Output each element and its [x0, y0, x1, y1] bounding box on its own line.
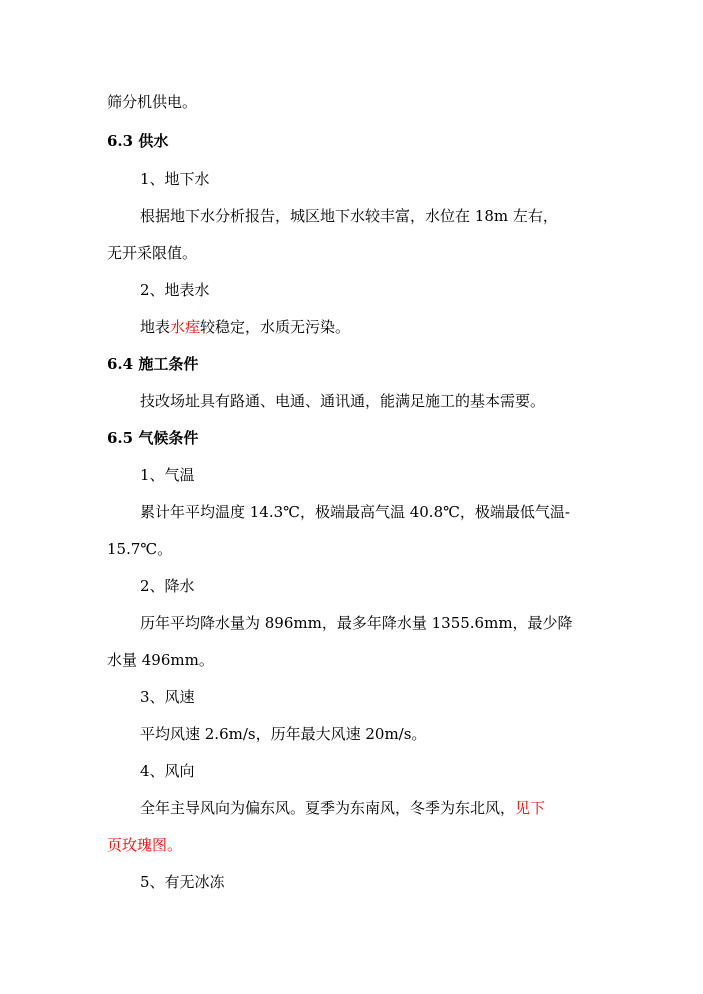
subheading-precipitation: 2、降水	[140, 577, 195, 595]
surface-water-text-c: 较稳定，水质无污染。	[200, 318, 351, 336]
subheading-surface-water: 2、地表水	[140, 281, 210, 299]
section-heading-construction: 6.4 施工条件	[107, 355, 199, 373]
paragraph-wind-speed: 平均风速 2.6m/s，历年最大风速 20m/s。	[140, 725, 427, 743]
surface-water-text-a: 地表	[140, 318, 171, 336]
paragraph-continuation: 筛分机供电。	[107, 93, 198, 111]
paragraph-groundwater-line1: 根据地下水分析报告，城区地下水较丰富，水位在 18m 左右，	[140, 207, 558, 225]
wind-direction-text: 全年主导风向为偏东风。夏季为东南风，冬季为东北风，	[140, 799, 516, 817]
paragraph-temperature-line1: 累计年平均温度 14.3℃，极端最高气温 40.8℃，极端最低气温-	[140, 503, 570, 521]
paragraph-temperature-line2: 15.7℃。	[107, 540, 173, 558]
subheading-wind-direction: 4、风向	[140, 762, 195, 780]
paragraph-groundwater-line2: 无开采限值。	[107, 244, 198, 262]
section-heading-climate: 6.5 气候条件	[107, 429, 199, 447]
wind-direction-highlight: 见下	[515, 799, 546, 817]
paragraph-wind-direction-line1	[140, 798, 545, 818]
subheading-groundwater: 1、地下水	[140, 170, 210, 188]
paragraph-precipitation-line2: 水量 496mm。	[107, 651, 214, 669]
paragraph-construction: 技改场址具有路通、电通、通讯通，能满足施工的基本需要。	[140, 392, 546, 410]
subheading-wind-speed: 3、风速	[140, 688, 195, 706]
section-heading-water-supply: 6.3 供水	[107, 132, 169, 150]
paragraph-surface-water	[140, 317, 350, 337]
surface-water-highlight: 水痓	[170, 318, 201, 336]
paragraph-precipitation-line1: 历年平均降水量为 896mm，最多年降水量 1355.6mm，最少降	[140, 614, 573, 632]
paragraph-wind-direction-line2: 页玫瑰图。	[107, 836, 183, 854]
subheading-freezing: 5、有无冰冻	[140, 873, 225, 891]
subheading-temperature: 1、气温	[140, 466, 195, 484]
